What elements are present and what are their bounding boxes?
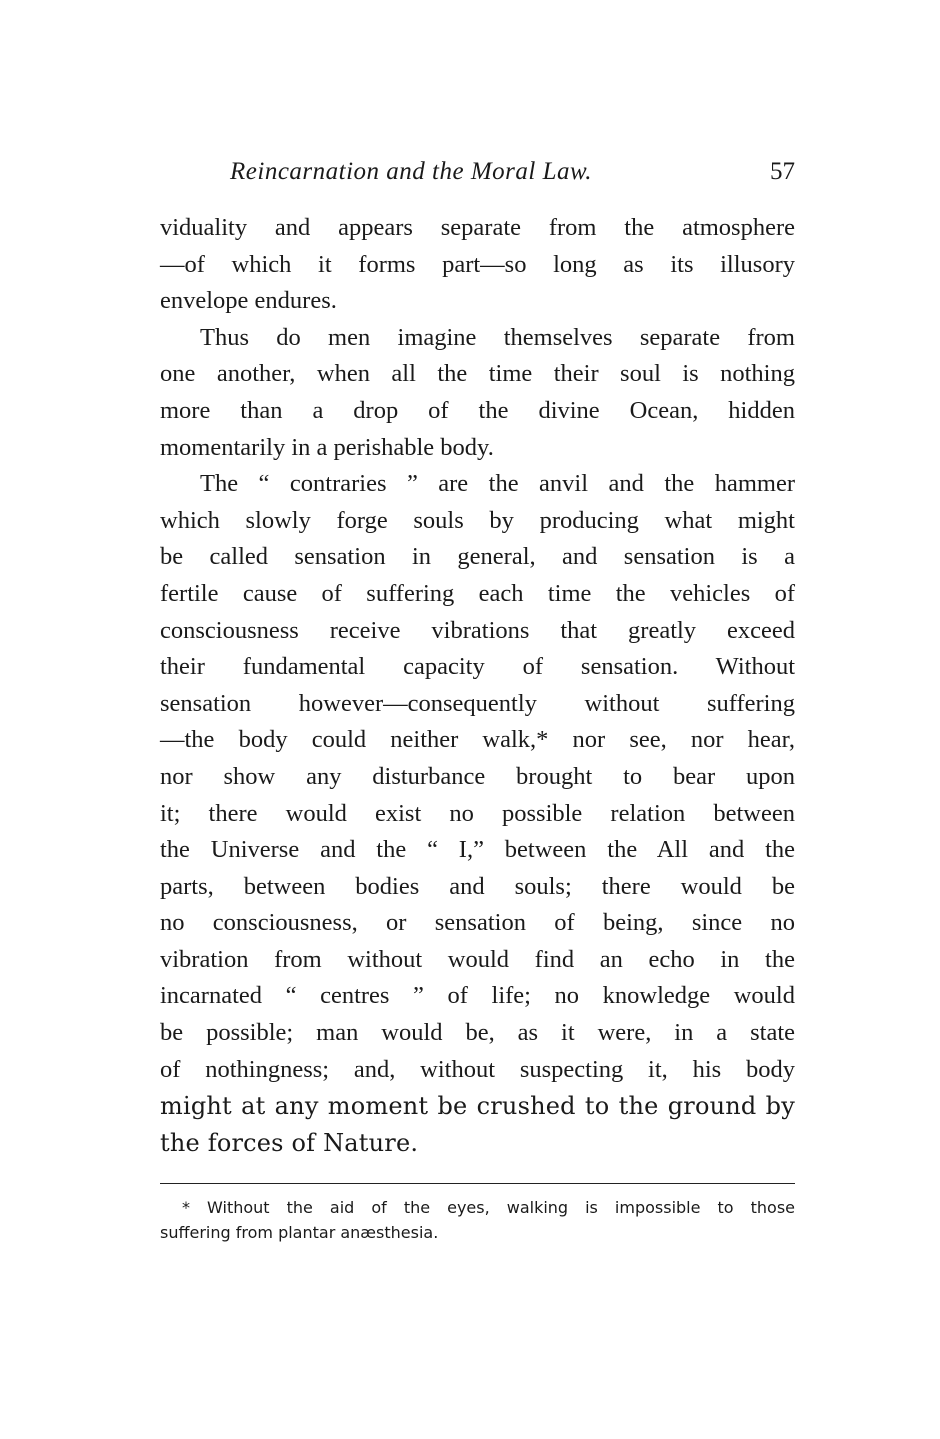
text-line: the Universe and the “ I,” between the All and the (160, 836, 795, 864)
text-line: nor show any disturbance brought to bear upon (160, 762, 795, 790)
text-line: the forces of Nature. (160, 1128, 419, 1157)
text-line: consciousness receive vibrations that greatly exceed (160, 616, 795, 644)
text-line: it; there would exist no possible relation between (160, 799, 795, 827)
text-line: —of which it forms part—so long as its illusory (160, 250, 795, 278)
running-header (160, 158, 795, 194)
text-line: incarnated “ centres ” of life; no knowledge would (160, 982, 795, 1010)
text-line: more than a drop of the divine Ocean, hidden (160, 396, 795, 424)
text-line: envelope endures. (160, 287, 337, 315)
page-number: 57 (770, 158, 795, 185)
text-line: one another, when all the time their soul is nothing (160, 360, 795, 388)
text-line: Thus do men imagine themselves separate from (200, 323, 795, 351)
footnote-line: * Without the aid of the eyes, walking is impossible to those (182, 1198, 795, 1217)
text-line: no consciousness, or sensation of being, since no (160, 909, 795, 937)
footnote (160, 1195, 795, 1245)
body-text (160, 210, 795, 1161)
footnote-divider (160, 1183, 795, 1184)
text-line: viduality and appears separate from the atmosphere (160, 214, 795, 241)
footnote-line: suffering from plantar anæsthesia. (160, 1223, 439, 1242)
text-line: might at any moment be crushed to the ground by (160, 1092, 795, 1121)
text-line: —the body could neither walk,* nor see, nor hear, (160, 726, 795, 754)
text-line: which slowly forge souls by producing what might (160, 506, 795, 534)
text-line: fertile cause of suffering each time the vehicles of (160, 579, 795, 607)
text-line: be possible; man would be, as it were, in a state (160, 1019, 795, 1047)
text-line: their fundamental capacity of sensation. Without (160, 653, 795, 681)
text-line: vibration from without would find an echo in the (160, 945, 795, 973)
running-title: Reincarnation and the Moral Law. (230, 158, 593, 185)
text-line: parts, between bodies and souls; there would be (160, 872, 795, 900)
text-line: momentarily in a perishable body. (160, 433, 494, 461)
text-line: sensation however—consequently without suffering (160, 689, 795, 717)
text-line: of nothingness; and, without suspecting it, his body (160, 1055, 795, 1083)
text-line: The “ contraries ” are the anvil and the hammer (200, 470, 795, 498)
text-line: be called sensation in general, and sensation is a (160, 543, 795, 571)
